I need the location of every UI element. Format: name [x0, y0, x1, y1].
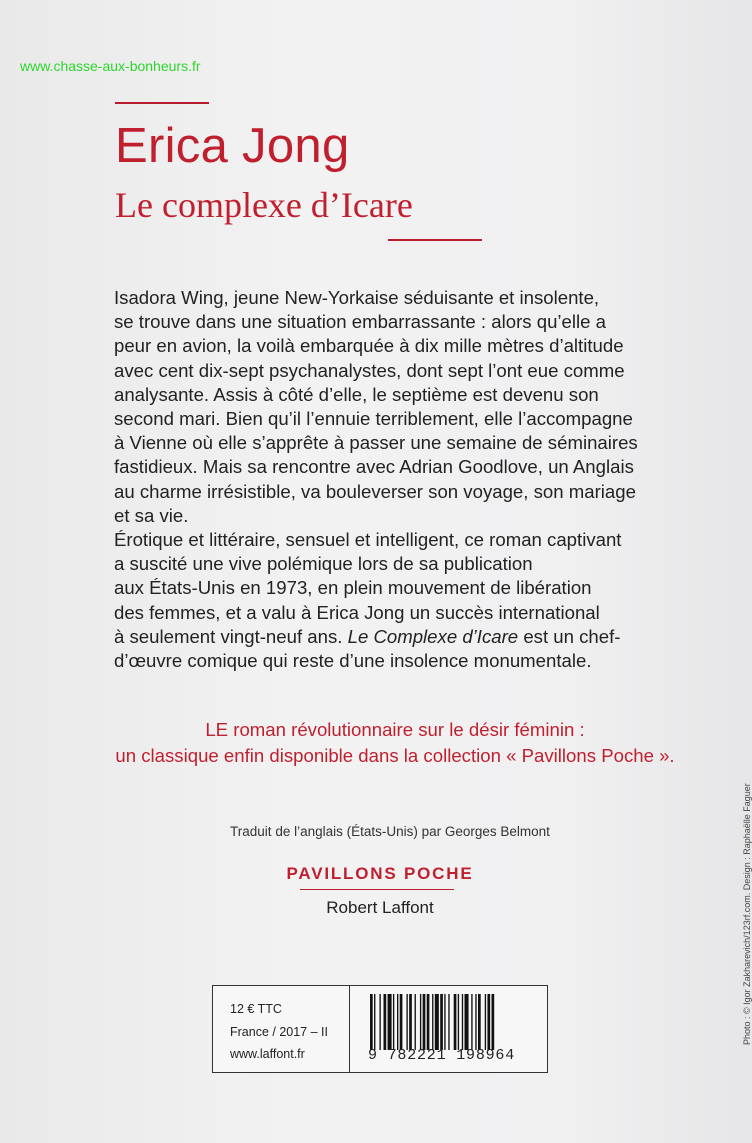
translator-credit: Traduit de l’anglais (États-Unis) par Georges Belmont: [230, 824, 550, 839]
barcode-bar: [487, 994, 490, 1050]
publisher-website[interactable]: www.laffont.fr: [230, 1047, 305, 1061]
blurb-line: et sa vie.: [114, 504, 189, 526]
edition-info: France / 2017 – II: [230, 1025, 328, 1039]
barcode-bar: [423, 994, 426, 1050]
barcode-bar: [420, 994, 421, 1050]
blurb-line: des femmes, et a valu à Erica Jong un succès international: [114, 601, 600, 623]
barcode-bar: [400, 994, 403, 1050]
barcode-bar: [370, 994, 373, 1050]
barcode-bar: [465, 994, 469, 1050]
blurb-line: d’œuvre comique qui reste d’une insolence monumentale.: [114, 650, 592, 672]
blurb-text: à seulement vingt-neuf ans.: [114, 625, 343, 647]
blurb-line: peur en avion, la voilà embarquée à dix mille mètres d’altitude: [114, 335, 624, 357]
barcode-bar: [374, 994, 375, 1050]
blurb-line: avec cent dix-sept psychanalystes, dont sept l’ont eue comme: [114, 359, 625, 381]
barcode-bar: [409, 994, 412, 1050]
blurb-line: analysante. Assis à côté d’elle, le septième est devenu son: [114, 383, 599, 405]
barcode-bar: [475, 994, 476, 1050]
collection-name: PAVILLONS POCHE: [286, 864, 474, 883]
barcode-number: 9 782221 198964: [368, 1047, 516, 1064]
barcode-bar: [388, 994, 392, 1050]
barcode-bar: [492, 994, 495, 1050]
blurb-line: second mari. Bien qu’il l’ennuie terriblement, elle l’accompagne: [114, 408, 633, 430]
blurb-line: au charme irrésistible, va bouleverser son voyage, son mariage: [114, 480, 636, 502]
barcode-bar: [406, 994, 407, 1050]
barcode-bar: [432, 994, 433, 1050]
blurb-line: fastidieux. Mais sa rencontre avec Adrian Goodlove, un Anglais: [114, 456, 634, 478]
publisher-name: Robert Laffont: [326, 898, 434, 917]
blurb: [114, 286, 704, 673]
barcode-bar: [415, 994, 416, 1050]
author-name: Erica Jong: [115, 119, 350, 173]
blurb-line: à Vienne où elle s’apprête à passer une semaine de séminaires: [114, 432, 638, 454]
barcode-bar: [440, 994, 443, 1050]
barcode-bar: [448, 994, 449, 1050]
tagline-line: LE roman révolutionnaire sur le désir féminin :: [205, 719, 585, 740]
barcode-bar: [485, 994, 486, 1050]
watermark-url[interactable]: www.chasse-aux-bonheurs.fr: [20, 58, 201, 74]
blurb-line: Érotique et littéraire, sensuel et intelligent, ce roman captivant: [114, 529, 622, 551]
barcode-bar: [397, 994, 398, 1050]
barcode-bar: [435, 994, 439, 1050]
collection-rule: [300, 889, 454, 890]
barcode-bar: [427, 994, 430, 1050]
blurb-line: Isadora Wing, jeune New-Yorkaise séduisante et insolente,: [114, 287, 600, 308]
price: 12 € TTC: [230, 1002, 282, 1016]
title-rule: [388, 239, 482, 241]
barcode-bar: [478, 994, 481, 1050]
price-box: [212, 985, 548, 1073]
tagline-line: un classique enfin disponible dans la collection « Pavillons Poche ».: [115, 745, 675, 766]
blurb-line: aux États-Unis en 1973, en plein mouvement de libération: [114, 577, 592, 599]
barcode-bar: [379, 994, 380, 1050]
barcode-bar: [384, 994, 387, 1050]
blurb-text: est un chef-: [523, 625, 621, 647]
barcode-bar: [393, 994, 394, 1050]
book-title: Le complexe d’Icare: [115, 185, 413, 225]
barcode-bar: [444, 994, 445, 1050]
blurb-line: a suscité une vive polémique lors de sa publication: [114, 553, 533, 575]
blurb-line: [114, 625, 704, 649]
barcode-bar: [454, 994, 457, 1050]
barcode-bar: [458, 994, 459, 1050]
photo-design-credit: Photo : © Igor Zakharevich/123rf.com. Design : Raphaëlle Faguer: [742, 783, 752, 1045]
barcode-bar: [462, 994, 463, 1050]
top-rule: [115, 102, 209, 104]
barcode-bar: [471, 994, 472, 1050]
book-title-italic: Le Complexe d’Icare: [347, 625, 519, 647]
barcode: [368, 994, 538, 1050]
price-box-divider: [349, 986, 350, 1072]
blurb-line: se trouve dans une situation embarrassante : alors qu’elle a: [114, 311, 606, 333]
